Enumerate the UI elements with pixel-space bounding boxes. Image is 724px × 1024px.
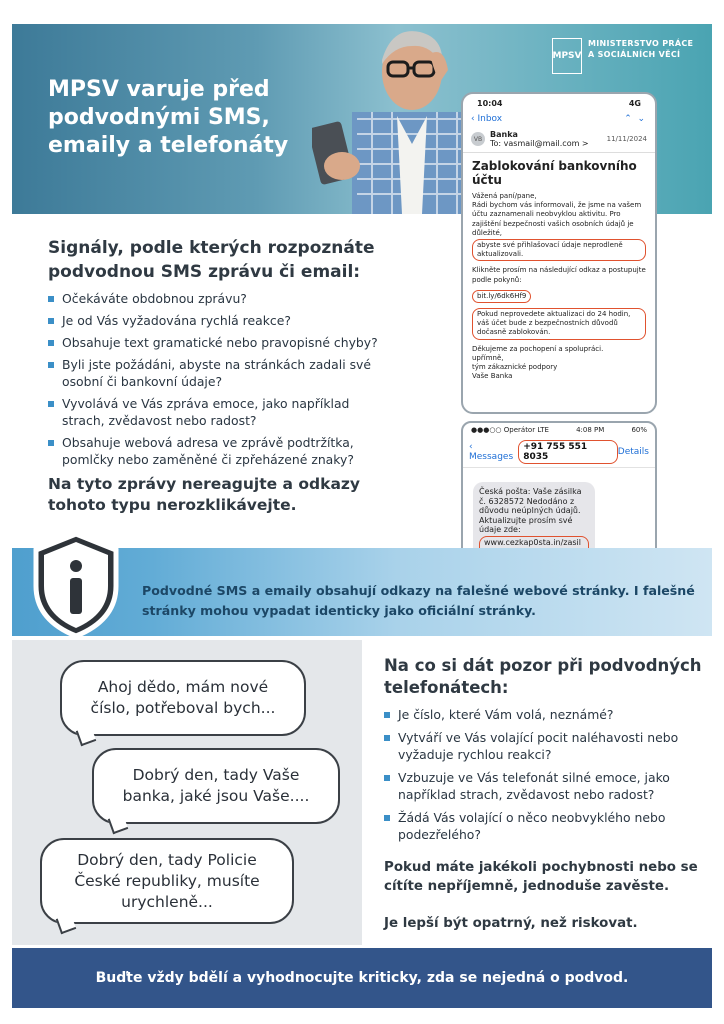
sms-sender-number: +91 755 551 8035 xyxy=(518,440,618,464)
calls-item: Vytváří ve Vás volající pocit naléhavosti nebo vyžaduje rychlou reakci? xyxy=(384,729,702,763)
calls-item: Vzbuzuje ve Vás telefonát silné emoce, jako například strach, zvědavost nebo radost? xyxy=(384,769,702,803)
signals-item: Obsahuje webová adresa ve zprávě podtržítka, pomlčky nebo zaměněné či zpřeházené znaky? xyxy=(48,434,392,468)
email-paragraph-1: Vážená paní/pane, Rádi bychom vás informovali, že jsme na vašem účtu zaznamenali neobvyklou aktivitu. Pro zajištění bezpečnosti vašich osobních údajů je důležité, xyxy=(472,192,642,237)
email-highlight-credentials: abyste své přihlašovací údaje neprodleně aktualizovali. xyxy=(472,239,646,261)
messages-back-label: Messages xyxy=(469,452,514,462)
email-status-bar xyxy=(463,94,655,108)
email-nav-bar xyxy=(463,108,655,126)
calls-item: Je číslo, které Vám volá, neznámé? xyxy=(384,706,702,723)
signals-warning: Na tyto zprávy nereagujte a odkazy tohoto typu nerozklikávejte. xyxy=(48,475,361,514)
sms-time: 4:08 PM xyxy=(576,426,605,434)
signals-list xyxy=(48,290,392,473)
signals-title: Signály, podle kterých rozpoznáte podvodnou SMS zprávu či email: xyxy=(48,238,375,282)
sms-status-bar xyxy=(463,423,655,437)
signals-item: Očekáváte obdobnou zprávu? xyxy=(48,290,392,307)
info-shield-icon xyxy=(30,530,122,640)
footer-banner xyxy=(12,948,712,1008)
messages-back-button[interactable]: ‹ Messages xyxy=(469,442,514,462)
sms-message-text: Česká pošta: Vaše zásilka č. 6328572 Nedodáno z důvodu neúplných údajů. Aktualizujte prosím své údaje zde: xyxy=(479,487,582,535)
mpsv-logo-letters: MPSV xyxy=(552,51,582,61)
email-date: 11/11/2024 xyxy=(606,135,647,143)
inbox-back-button[interactable]: ‹ Inbox xyxy=(471,114,503,124)
sms-carrier: ●●●○○ Operátor LTE xyxy=(471,426,549,434)
email-closing: Děkujeme za pochopení a spolupráci. upřímně, tým zákaznické podpory Vaše Banka xyxy=(472,344,604,381)
signals-item: Byli jste požádáni, abyste na stránkách zadali své osobní či bankovní údaje? xyxy=(48,356,392,390)
email-subject: Zablokování bankovního účtu xyxy=(472,159,637,187)
email-paragraph-2: Klikněte prosím na následující odkaz a postupujte podle pokynů: xyxy=(472,266,646,284)
sms-phishing-link[interactable]: www.cezkap0sta.in/zasil xyxy=(479,536,589,559)
calls-list xyxy=(384,706,702,849)
mpsv-logo xyxy=(552,38,698,74)
email-sender: Banka xyxy=(490,130,518,139)
man-with-phone-photo xyxy=(312,24,482,214)
footer-text: Buďte vždy bdělí a vyhodnocujte kriticky, zda se nejedná o podvod. xyxy=(95,970,629,986)
sms-nav-bar xyxy=(463,437,655,468)
signals-item: Obsahuje text gramatické nebo pravopisné chyby? xyxy=(48,334,392,351)
mpsv-logo-text: MINISTERSTVO PRÁCE A SOCIÁLNÍCH VĚCÍ xyxy=(588,39,694,59)
speech-bubble-text: Ahoj dědo, mám nové číslo, potřeboval bych... xyxy=(90,678,276,717)
calls-title: Na co si dát pozor při podvodných telefonátech: xyxy=(384,656,702,697)
mpsv-logo-mark xyxy=(552,38,582,74)
speech-bubble-bank xyxy=(92,748,340,824)
signals-item: Vyvolává ve Vás zpráva emoce, jako například strach, zvědavost nebo radost? xyxy=(48,395,392,429)
sms-details-button[interactable]: Details xyxy=(617,447,649,457)
speech-bubble-text: Dobrý den, tady Policie České republiky, musíte urychleně... xyxy=(74,850,260,911)
inbox-back-label: Inbox xyxy=(477,114,503,124)
email-phishing-link[interactable]: bit.ly/6dk6Hf9 xyxy=(472,290,531,303)
sender-avatar: VB xyxy=(471,132,485,146)
email-status-time: 10:04 xyxy=(477,99,503,108)
hero-title: MPSV varuje před podvodnými SMS, emaily a telefonáty xyxy=(48,77,289,158)
calls-item: Žádá Vás volající o něco neobvyklého nebo podezřelého? xyxy=(384,809,702,843)
info-band-text: Podvodné SMS a emaily obsahují odkazy na falešné webové stránky. I falešné stránky mohou vypadat identicky jako oficiální stránky. xyxy=(142,583,695,618)
email-sender-block xyxy=(490,130,602,148)
email-body xyxy=(463,153,655,392)
signals-item: Je od Vás vyžadována rychlá reakce? xyxy=(48,312,392,329)
email-status-signal: 4G xyxy=(628,99,641,108)
calls-warning: Pokud máte jakékoli pochybnosti nebo se cítíte nepříjemně, jednoduše zavěste. xyxy=(384,860,698,894)
sms-battery: 60% xyxy=(631,426,647,434)
email-phone-mockup xyxy=(461,92,657,414)
email-recipient: To: vasmail@mail.com > xyxy=(490,139,589,148)
email-header xyxy=(463,126,655,153)
sms-phone-mockup xyxy=(461,421,657,569)
speech-bubble-text: Dobrý den, tady Vaše banka, jaké jsou Vaše.... xyxy=(122,766,310,805)
speech-bubble-police xyxy=(40,838,294,924)
email-nav-arrows-icon[interactable]: ⌃ ⌄ xyxy=(624,114,645,124)
speech-bubble-grandson xyxy=(60,660,306,736)
calls-final-advice: Je lepší být opatrný, než riskovat. xyxy=(384,916,638,931)
email-highlight-threat: Pokud neprovedete aktualizaci do 24 hodin, váš účet bude z bezpečnostních důvodů dočasně zablokován. xyxy=(472,308,646,340)
